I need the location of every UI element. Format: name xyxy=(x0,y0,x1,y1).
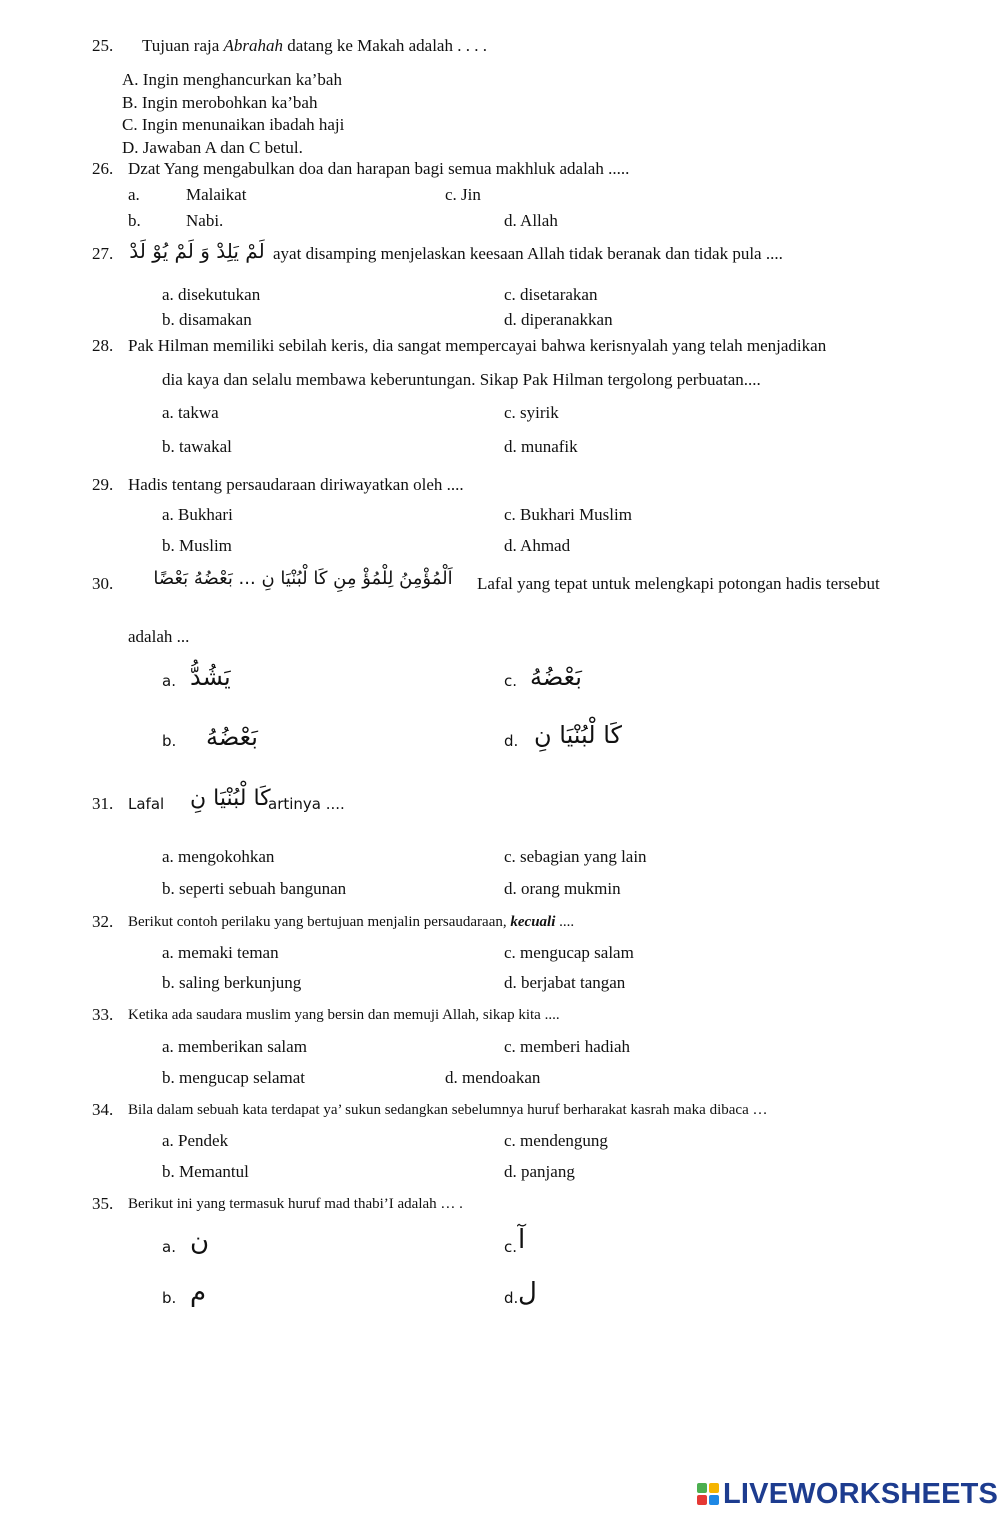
question-26-option-d[interactable]: d. Allah xyxy=(504,211,558,230)
question-27-option-a[interactable]: a. disekutukan xyxy=(162,285,261,304)
question-30-line-2: adalah ... xyxy=(128,627,190,646)
question-26-number: 26. xyxy=(92,159,114,178)
question-32-option-a[interactable]: a. memaki teman xyxy=(162,943,279,962)
question-30-option-a-letter: a. xyxy=(162,672,176,690)
liveworksheets-grid-icon xyxy=(697,1483,719,1505)
logo-square-red xyxy=(697,1495,707,1505)
question-30-option-a[interactable]: يَشُدُّ xyxy=(190,663,231,691)
question-26-option-b[interactable]: Nabi. xyxy=(186,211,224,230)
question-27-option-b[interactable]: b. disamakan xyxy=(162,310,252,329)
question-25-option-b[interactable]: B. Ingin merobohkan ka’bah xyxy=(122,93,318,112)
question-33-option-a[interactable]: a. memberikan salam xyxy=(162,1037,307,1056)
question-30-text: Lafal yang tepat untuk melengkapi potongan hadis tersebut xyxy=(477,574,880,593)
question-32-number: 32. xyxy=(92,912,114,931)
question-25-option-a[interactable]: A. Ingin menghancurkan ka’bah xyxy=(122,70,342,89)
question-26-text: Dzat Yang mengabulkan doa dan harapan bagi semua makhluk adalah ..... xyxy=(128,159,630,178)
question-29-text: Hadis tentang persaudaraan diriwayatkan oleh .... xyxy=(128,475,464,494)
question-35-option-a-letter: a. xyxy=(162,1238,176,1256)
question-35-number: 35. xyxy=(92,1194,114,1213)
question-31-option-c[interactable]: c. sebagian yang lain xyxy=(504,847,647,866)
question-27-arabic-verse: لَمْ يَلِدْ وَ لَمْ يُوْ لَدْ xyxy=(129,239,265,263)
question-35-option-c[interactable]: آ xyxy=(518,1225,526,1255)
question-35-option-b-letter: b. xyxy=(162,1289,177,1307)
question-27-option-d[interactable]: d. diperanakkan xyxy=(504,310,613,329)
question-32-option-c[interactable]: c. mengucap salam xyxy=(504,943,634,962)
question-33-text: Ketika ada saudara muslim yang bersin dan memuji Allah, sikap kita .... xyxy=(128,1007,560,1023)
question-32-option-b[interactable]: b. saling berkunjung xyxy=(162,973,302,992)
question-26-option-a[interactable]: Malaikat xyxy=(186,185,247,204)
question-25-number: 25. xyxy=(92,36,114,55)
question-31-option-a[interactable]: a. mengokohkan xyxy=(162,847,275,866)
question-29-option-c[interactable]: c. Bukhari Muslim xyxy=(504,505,632,524)
question-29-option-b[interactable]: b. Muslim xyxy=(162,536,232,555)
question-35-option-d[interactable]: ل xyxy=(518,1278,537,1308)
question-34-text: Bila dalam sebuah kata terdapat ya’ sukun sedangkan sebelumnya huruf berharakat kasrah maka dibaca … xyxy=(128,1102,768,1118)
question-31-option-b[interactable]: b. seperti sebuah bangunan xyxy=(162,879,347,898)
question-32-option-d[interactable]: d. berjabat tangan xyxy=(504,973,626,992)
question-35-option-d-letter: d. xyxy=(504,1289,519,1307)
question-34-option-a[interactable]: a. Pendek xyxy=(162,1131,229,1150)
question-26-option-b-letter: b. xyxy=(128,211,141,230)
question-31-artinya: artinya .... xyxy=(268,795,345,813)
question-35-option-b[interactable]: م xyxy=(190,1278,207,1308)
question-25-text: Tujuan raja Abrahah datang ke Makah adalah . . . . xyxy=(142,36,487,55)
question-28-option-d[interactable]: d. munafik xyxy=(504,437,578,456)
question-31-number: 31. xyxy=(92,794,114,813)
question-34-number: 34. xyxy=(92,1100,114,1119)
question-27-text: ayat disamping menjelaskan keesaan Allah tidak beranak dan tidak pula .... xyxy=(273,244,783,263)
question-35-text: Berikut ini yang termasuk huruf mad thabi’I adalah … . xyxy=(128,1196,463,1212)
logo-square-yellow xyxy=(709,1483,719,1493)
question-27-number: 27. xyxy=(92,244,114,263)
question-30-number: 30. xyxy=(92,574,114,593)
question-33-number: 33. xyxy=(92,1005,114,1024)
question-28-option-c[interactable]: c. syirik xyxy=(504,403,559,422)
question-33-option-b[interactable]: b. mengucap selamat xyxy=(162,1068,306,1087)
question-30-option-d[interactable]: كَا لْبُنْيَا نِ xyxy=(534,721,622,749)
question-28-line-1: Pak Hilman memiliki sebilah keris, dia sangat mempercayai bahwa kerisnyalah yang telah menjadikan xyxy=(128,336,827,355)
liveworksheets-logo[interactable] xyxy=(697,1477,998,1511)
question-34-option-b[interactable]: b. Memantul xyxy=(162,1162,249,1181)
question-26-option-a-letter: a. xyxy=(128,185,140,204)
logo-text: LIVEWORKSHEETS xyxy=(723,1477,999,1510)
question-34-option-d[interactable]: d. panjang xyxy=(504,1162,575,1181)
question-30-option-b-letter: b. xyxy=(162,732,177,750)
question-30-arabic-hadith: اَلْمُؤْمِنُ لِلْمُؤْ مِنِ كَا لْبُنْيَا نِ ... بَعْضُهُ بَعْضًا xyxy=(153,568,453,589)
question-30-option-d-letter: d. xyxy=(504,732,519,750)
question-31-lafal: Lafal xyxy=(128,795,165,813)
question-35-option-c-letter: c. xyxy=(504,1238,518,1256)
question-28-number: 28. xyxy=(92,336,114,355)
question-29-option-d[interactable]: d. Ahmad xyxy=(504,536,571,555)
logo-square-blue xyxy=(709,1495,719,1505)
question-30-option-b[interactable]: بَعْضُهُ xyxy=(206,723,258,751)
question-30-option-c[interactable]: بَعْضُهُ xyxy=(530,663,582,691)
question-33-option-c[interactable]: c. memberi hadiah xyxy=(504,1037,631,1056)
question-32-text: Berikut contoh perilaku yang bertujuan menjalin persaudaraan, kecuali .... xyxy=(128,914,575,930)
question-29-option-a[interactable]: a. Bukhari xyxy=(162,505,233,524)
question-28-option-b[interactable]: b. tawakal xyxy=(162,437,232,456)
question-25-option-c[interactable]: C. Ingin menunaikan ibadah haji xyxy=(122,115,345,134)
question-34-option-c[interactable]: c. mendengung xyxy=(504,1131,608,1150)
question-26-option-c[interactable]: c. Jin xyxy=(445,185,481,204)
question-27-option-c[interactable]: c. disetarakan xyxy=(504,285,598,304)
logo-square-green xyxy=(697,1483,707,1493)
question-30-option-c-letter: c. xyxy=(504,672,518,690)
question-31-arabic: كَا لْبُنْيَا نِ xyxy=(190,786,271,811)
question-25-option-d[interactable]: D. Jawaban A dan C betul. xyxy=(122,138,303,157)
question-29-number: 29. xyxy=(92,475,114,494)
question-28-line-2: dia kaya dan selalu membawa keberuntungan. Sikap Pak Hilman tergolong perbuatan.... xyxy=(162,370,761,389)
question-35-option-a[interactable]: ن xyxy=(190,1227,210,1257)
question-28-option-a[interactable]: a. takwa xyxy=(162,403,219,422)
question-31-option-d[interactable]: d. orang mukmin xyxy=(504,879,621,898)
question-33-option-d[interactable]: d. mendoakan xyxy=(445,1068,541,1087)
